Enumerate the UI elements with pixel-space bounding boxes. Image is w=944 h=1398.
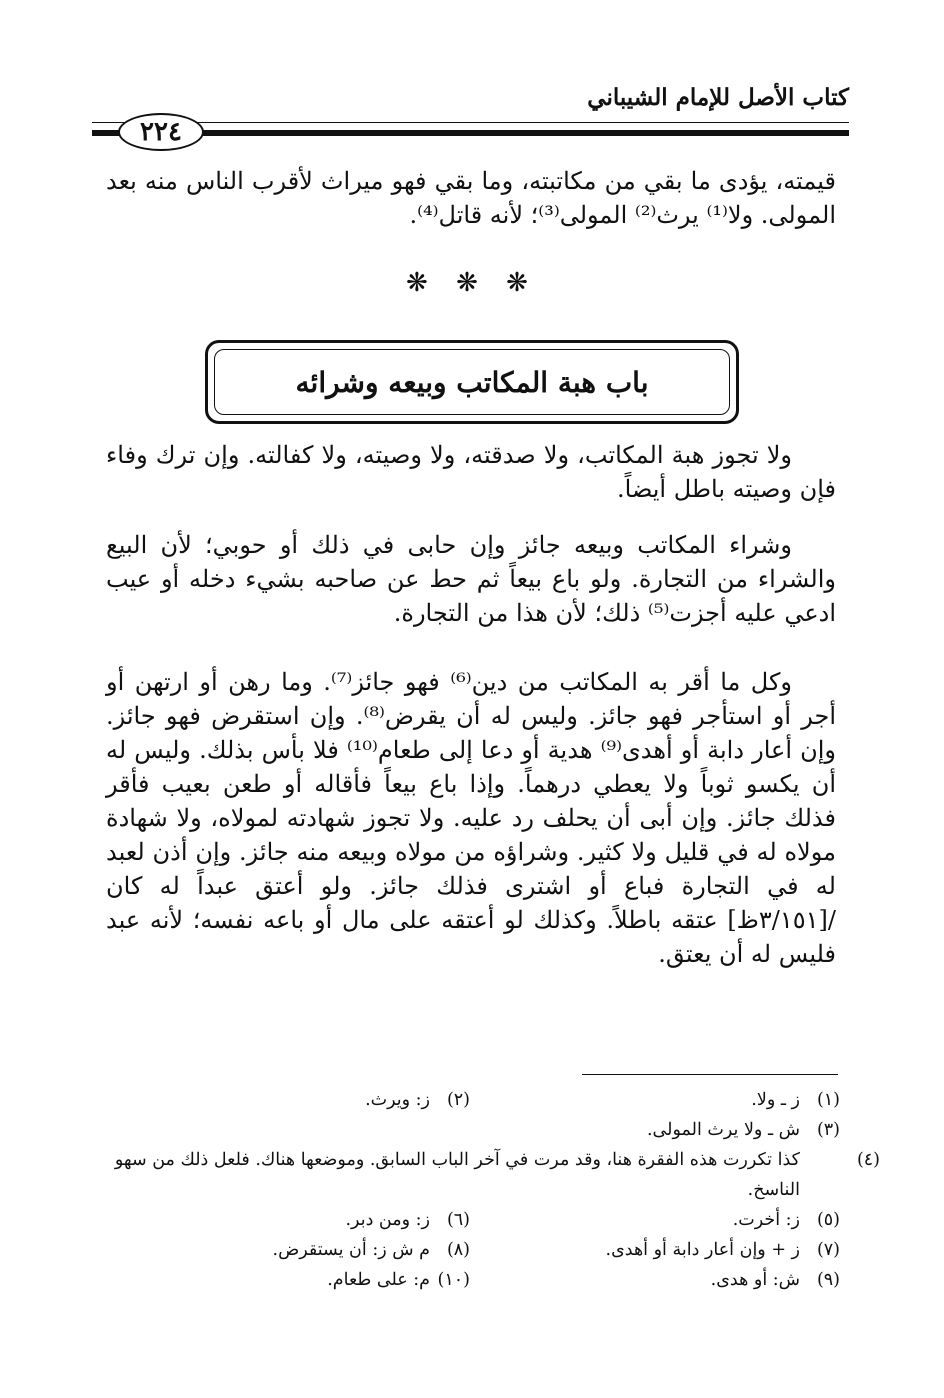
footnote: [100, 1145, 880, 1205]
footnote: [100, 1235, 470, 1265]
footnote-number: (١٠): [437, 1270, 470, 1290]
section-ornament: ❋ ❋ ❋: [406, 268, 538, 298]
footnote-number: (٥): [816, 1210, 840, 1230]
footnote-text: ش: أو هدى.: [710, 1270, 800, 1290]
footnote-number: (٩): [816, 1270, 840, 1290]
footnote-text: ش ـ ولا يرث المولى.: [646, 1120, 800, 1140]
footnote: [470, 1265, 840, 1295]
footnote-text: ز ـ ولا.: [751, 1090, 800, 1110]
footnote-text: ز + وإن أعار دابة أو أهدى.: [605, 1240, 800, 1260]
header-rule: [92, 122, 849, 123]
footnote-text: ز: ويرث.: [365, 1090, 430, 1110]
footnotes: [100, 1085, 880, 1295]
footnote-number: (٤): [856, 1150, 880, 1170]
footnote-number: (١): [816, 1090, 840, 1110]
footnote-number: (٢): [446, 1090, 470, 1110]
footnote-text: كذا تكررت هذه الفقرة هنا، وقد مرت في آخر الباب السابق. وموضعها هناك. فلعل ذلك من سهو الناسخ.: [114, 1150, 800, 1200]
footnote-number: (٦): [446, 1210, 470, 1230]
paragraph: وشراء المكاتب وبيعه جائز وإن حابى في ذلك أو حوبي؛ لأن البيع والشراء من التجارة. ولو باع بيعاً ثم حط عن صاحبه بشيء دخله أو عيب ادعي عليه أجزت⁽⁵⁾ ذلك؛ لأن هذا من التجارة.: [106, 531, 836, 627]
footnote: [470, 1205, 840, 1235]
footnote: [470, 1235, 840, 1265]
chapter-title: باب هبة المكاتب وبيعه وشرائه: [295, 365, 649, 399]
footnote-number: (٧): [816, 1240, 840, 1260]
paragraph: ولا تجوز هبة المكاتب، ولا صدقته، ولا وصيته، ولا كفالته. وإن ترك وفاء فإن وصيته باطل أيضاً.: [106, 441, 836, 503]
footnote: [100, 1085, 470, 1115]
paragraph-continuation: قيمته، يؤدى ما بقي من مكاتبته، وما بقي فهو ميراث لأقرب الناس منه بعد المولى. ولا⁽¹⁾ يرث⁽²⁾ المولى⁽³⁾؛ لأنه قاتل⁽⁴⁾.: [106, 167, 836, 229]
footnote-text: ز: أخرت.: [732, 1210, 800, 1230]
chapter-title-frame: [205, 340, 739, 424]
footnote: [100, 1115, 840, 1145]
footnote-text: ز: ومن دبر.: [345, 1210, 430, 1230]
footnote: [470, 1085, 840, 1115]
header-rule-thick: [92, 130, 849, 136]
footnote-text: م ش ز: أن يستقرض.: [272, 1240, 430, 1260]
page-number: ٢٢٤: [118, 113, 204, 151]
footnote-number: (٣): [816, 1120, 840, 1140]
footnote: [100, 1265, 470, 1295]
paragraph: وكل ما أقر به المكاتب من دين⁽⁶⁾ فهو جائز⁽⁷⁾. وما رهن أو ارتهن أو أجر أو استأجر فهو جائز. وليس له أن يقرض⁽⁸⁾. وإن استقرض فهو جائز. وإن أعار دابة أو أهدى⁽⁹⁾ هدية أو دعا إلى طعام⁽¹⁰⁾ فلا بأس بذلك. وليس له أن يكسو ثوباً ولا يعطي درهماً. وإذا باع بيعاً فأقاله أو طعن بعيب فأقر فذلك جائز. وإن أبى أن يحلف رد عليه. ولا تجوز شهادته لمولاه، ولا شهادة مولاه له في قليل ولا كثير. وشراؤه من مولاه وبيعه منه جائز. وإن أذن لعبد له في التجارة فباع أو اشترى فذلك جائز. ولو أعتق عبداً له كان /[٣/١٥١ظ] عتقه باطلاً. وكذلك لو أعتقه على مال أو باعه نفسه؛ لأنه عبد فليس له أن يعتق.: [106, 668, 837, 968]
running-title: كتاب الأصل للإمام الشيباني: [587, 84, 849, 111]
footnote-separator: [582, 1074, 838, 1075]
footnote: [100, 1205, 470, 1235]
footnote-number: (٨): [446, 1240, 470, 1260]
footnote-text: م: على طعام.: [327, 1270, 430, 1290]
